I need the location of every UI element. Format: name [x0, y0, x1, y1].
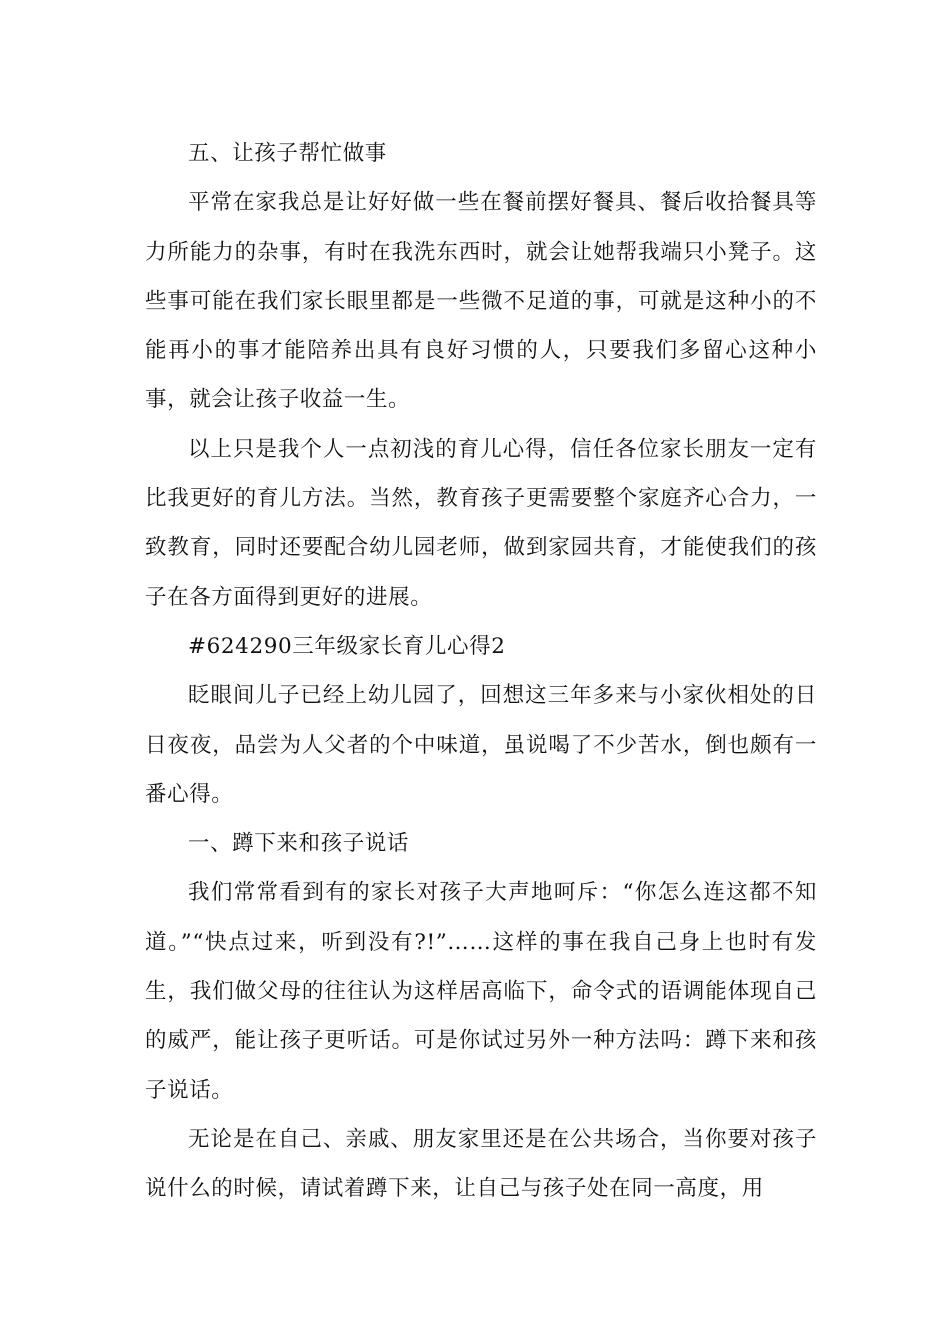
paragraph: 我们常常看到有的家长对孩子大声地呵斥：“你怎么连这都不知道。”“快点过来，听到没有?!”……这样的事在我自己身上也时有发生，我们做父母的往往认为这样居高临下，命令式的语调能体现自己的威严，能让孩子更听话。可是你试过另外一种方法吗：蹲下来和孩子说话。 [145, 880, 817, 1103]
paragraph: 以上只是我个人一点初浅的育儿心得，信任各位家长朋友一定有比我更好的育儿方法。当然，教育孩子更需要整个家庭齐心合力，一致教育，同时还要配合幼儿园老师，做到家园共育，才能使我们的孩子在各方面得到更好的进展。 [145, 436, 817, 610]
section-heading-1: 一、蹲下来和孩子说话 [188, 831, 410, 857]
paragraph: 平常在家我总是让好好做一些在餐前摆好餐具、餐后收拾餐具等力所能力的杂事，有时在我洗东西时，就会让她帮我端只小凳子。这些事可能在我们家长眼里都是一些微不足道的事，可就是这种小的不能再小的事才能陪养出具有良好习惯的人，只要我们多留心这种小事，就会让孩子收益一生。 [145, 190, 817, 413]
article-title: #624290三年级家长育儿心得2 [188, 633, 506, 659]
paragraph: 无论是在自己、亲戚、朋友家里还是在公共场合，当你要对孩子说什么的时候，请试着蹲下来，让自己与孩子处在同一高度，用 [145, 1126, 817, 1202]
section-heading-5: 五、让孩子帮忙做事 [188, 141, 387, 166]
paragraph: 眨眼间儿子已经上幼儿园了，回想这三年多来与小家伙相处的日日夜夜，品尝为人父者的个中味道，虽说喝了不少苦水，倒也颇有一番心得。 [145, 683, 817, 807]
document-body [145, 129, 817, 1214]
